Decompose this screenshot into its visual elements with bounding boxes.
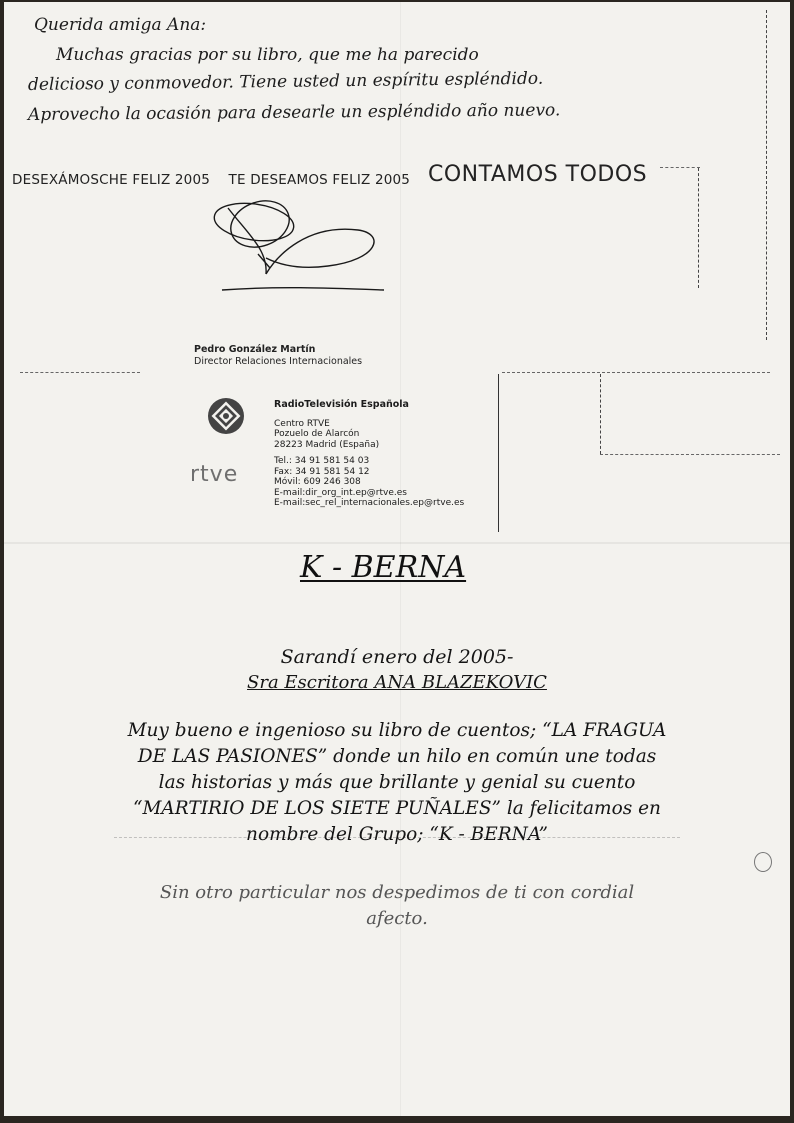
email-address: E-mail:dir_org_int.ep@rtve.es bbox=[274, 487, 407, 498]
rtve-logo-icon bbox=[206, 396, 246, 436]
letter-date: Sarandí enero del 2005- bbox=[280, 646, 514, 668]
paper-fold bbox=[4, 542, 790, 544]
greeting-line bbox=[12, 172, 424, 188]
frame-line bbox=[20, 372, 140, 373]
greeting-spanish: TE DESEAMOS FELIZ 2005 bbox=[228, 172, 411, 188]
frame-line bbox=[600, 374, 601, 454]
handwritten-line: delicioso y conmovedor. Tiene usted un espíritu espléndido. bbox=[27, 68, 544, 95]
closing-line: afecto. bbox=[366, 908, 428, 929]
frame-line bbox=[766, 10, 767, 340]
letter-body bbox=[64, 718, 730, 848]
slogan: CONTAMOS TODOS bbox=[428, 162, 648, 187]
phone-number: Tel.: 34 91 581 54 03 bbox=[274, 456, 370, 466]
punch-hole-mark bbox=[754, 852, 772, 872]
frame-line bbox=[660, 167, 700, 168]
letter-closing bbox=[64, 880, 730, 932]
frame-line bbox=[502, 372, 770, 373]
address-line: Centro RTVE bbox=[274, 418, 330, 429]
sender-title: Director Relaciones Internacionales bbox=[194, 356, 363, 367]
business-card bbox=[156, 374, 498, 532]
handwritten-line: Querida amiga Ana: bbox=[34, 15, 207, 35]
handwritten-line: Muchas gracias por su libro, que me ha parecido bbox=[56, 45, 479, 65]
fax-number: Fax: 34 91 581 54 12 bbox=[274, 466, 370, 477]
signature-icon bbox=[208, 194, 398, 294]
address-line: Pozuelo de Alarcón bbox=[274, 429, 360, 439]
handwritten-line: Aprovecho la ocasión para desearle un espléndido año nuevo. bbox=[27, 100, 561, 125]
letter-heading: K - BERNA bbox=[300, 550, 467, 585]
organization-name: RadioTelevisión Española bbox=[274, 399, 409, 410]
card-details bbox=[274, 400, 464, 509]
card-edge bbox=[498, 374, 499, 532]
closing-line: Sin otro particular nos despedimos de ti con cordial bbox=[159, 882, 635, 903]
body-line: DE LAS PASIONES” donde un hilo en común une todas bbox=[137, 746, 657, 767]
body-line: nombre del Grupo; “K - BERNA” bbox=[246, 824, 548, 845]
frame-line bbox=[600, 454, 780, 455]
sender-name: Pedro González Martín bbox=[194, 344, 316, 355]
mobile-number: Móvil: 609 246 308 bbox=[274, 477, 361, 487]
address-line: 28223 Madrid (España) bbox=[274, 439, 380, 450]
handwritten-note bbox=[28, 10, 748, 130]
email-address: E-mail:sec_rel_internacionales.ep@rtve.es bbox=[274, 498, 465, 508]
rtve-wordmark: rtve bbox=[190, 462, 239, 487]
body-line: “MARTIRIO DE LOS SIETE PUÑALES” la felicitamos en bbox=[133, 798, 661, 819]
body-line: Muy bueno e ingenioso su libro de cuentos; “LA FRAGUA bbox=[127, 720, 667, 741]
sender-block bbox=[194, 344, 362, 368]
letter-addressee: Sra Escritora ANA BLAZEKOVIC bbox=[247, 672, 547, 693]
greeting-galician: DESEXÁMOSCHE FELIZ 2005 bbox=[12, 172, 211, 188]
frame-line bbox=[698, 168, 699, 288]
scanned-letter bbox=[4, 2, 790, 1116]
body-line: las historias y más que brillante y genial su cuento bbox=[158, 772, 636, 793]
